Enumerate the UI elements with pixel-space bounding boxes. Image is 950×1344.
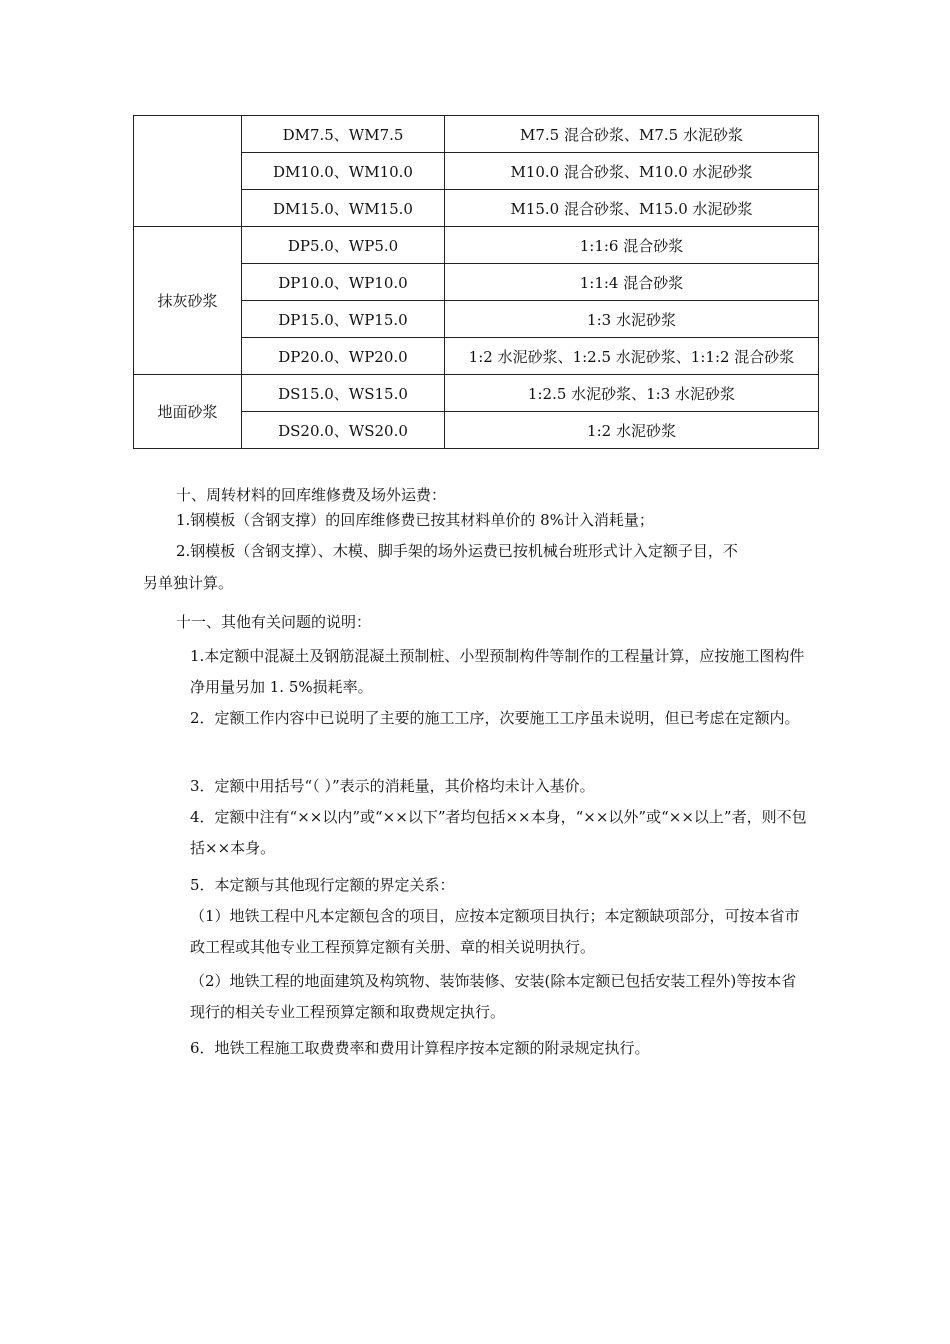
- group-label-cell: 抹灰砂浆: [134, 227, 242, 375]
- section-11-item-4: 4．定额中注有“××以内”或“××以下”者均包括××本身，“××以外”或“××以上”者，则不包括××本身。: [190, 808, 807, 857]
- table-row: [134, 375, 819, 412]
- section-11-item-1: 1.本定额中混凝土及钢筋混凝土预制桩、小型预制构件等制作的工程量计算，应按施工图构件净用量另加 1. 5%损耗率。: [190, 647, 805, 696]
- code-cell: DM15.0、WM15.0: [242, 190, 445, 227]
- desc-cell: 1:2.5 水泥砂浆、1:3 水泥砂浆: [445, 375, 819, 412]
- desc-cell: 1:2 水泥砂浆、1:2.5 水泥砂浆、1:1:2 混合砂浆: [445, 338, 819, 375]
- code-cell: DP15.0、WP15.0: [242, 301, 445, 338]
- code-cell: DP10.0、WP10.0: [242, 264, 445, 301]
- table-row: [134, 227, 819, 264]
- code-cell: DS15.0、WS15.0: [242, 375, 445, 412]
- section-10-item-2-line-2: 另单独计算。: [143, 574, 234, 592]
- section-11-heading: 十一、其他有关问题的说明：: [176, 613, 372, 631]
- code-cell: DM7.5、WM7.5: [242, 116, 445, 153]
- section-11-item-5: 5．本定额与其他现行定额的界定关系：: [190, 876, 455, 894]
- code-cell: DS20.0、WS20.0: [242, 412, 445, 449]
- section-11-item-5-2: （2）地铁工程的地面建筑及构筑物、装饰装修、安装(除本定额已包括安装工程外)等按本省现行的相关专业工程预算定额和取费规定执行。: [190, 972, 797, 1021]
- section-10-heading: 十、周转材料的回库维修费及场外运费：: [176, 486, 447, 504]
- table-row: [134, 116, 819, 153]
- desc-cell: M15.0 混合砂浆、M15.0 水泥砂浆: [445, 190, 819, 227]
- desc-cell: 1:1:4 混合砂浆: [445, 264, 819, 301]
- section-11-item-2: 2．定额工作内容中已说明了主要的施工工序，次要施工工序虽未说明，但已考虑在定额内。: [190, 709, 800, 727]
- desc-cell: 1:2 水泥砂浆: [445, 412, 819, 449]
- code-cell: DP5.0、WP5.0: [242, 227, 445, 264]
- desc-cell: M7.5 混合砂浆、M7.5 水泥砂浆: [445, 116, 819, 153]
- mortar-table: [133, 115, 819, 449]
- desc-cell: 1:1:6 混合砂浆: [445, 227, 819, 264]
- section-10-item-1: 1.钢模板（含钢支撑）的回库维修费已按其材料单价的 8%计入消耗量；: [176, 511, 654, 529]
- code-cell: DM10.0、WM10.0: [242, 153, 445, 190]
- group-label-cell: [134, 116, 242, 227]
- code-cell: DP20.0、WP20.0: [242, 338, 445, 375]
- group-label-cell: 地面砂浆: [134, 375, 242, 449]
- section-11-item-5-1: （1）地铁工程中凡本定额包含的项目，应按本定额项目执行；本定额缺项部分，可按本省市政工程或其他专业工程预算定额有关册、章的相关说明执行。: [190, 907, 800, 956]
- section-11-item-6: 6．地铁工程施工取费费率和费用计算程序按本定额的附录规定执行。: [190, 1039, 650, 1057]
- section-10-item-2-line-1: 2.钢模板（含钢支撑）、木模、脚手架的场外运费已按机械台班形式计入定额子目，不: [176, 542, 738, 560]
- desc-cell: 1:3 水泥砂浆: [445, 301, 819, 338]
- section-11-item-3: 3．定额中用括号“（ ）”表示的消耗量，其价格均未计入基价。: [190, 777, 595, 795]
- desc-cell: M10.0 混合砂浆、M10.0 水泥砂浆: [445, 153, 819, 190]
